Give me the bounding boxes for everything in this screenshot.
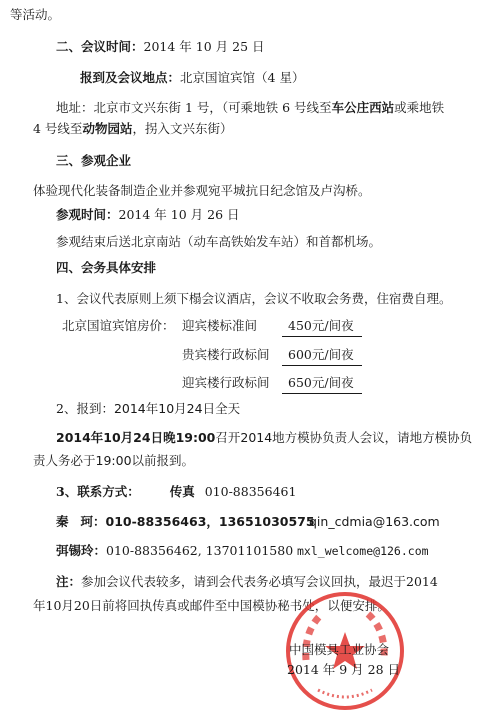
contact-2-name: 弭锡玲：: [56, 543, 107, 558]
contact-1-name-2: 珂：: [80, 514, 106, 529]
note-label: 注：: [56, 574, 82, 589]
contact-2-phones: 010-88356462, 13701101580: [106, 543, 294, 558]
section-2-title: 二、会议时间：: [56, 39, 144, 54]
note-text: 参加会议代表较多，请到会代表务必填写会议回执，最迟于2014: [81, 574, 438, 589]
item-1: 1、会议代表原则上须下榻会议酒店，会议不收取会务费，住宿费自理。: [56, 291, 452, 306]
address-text: 地址：北京市文兴东街 1 号，（可乘地铁 6 号线至: [56, 100, 332, 115]
room-name: 迎宾楼标准间: [182, 318, 258, 333]
meeting-line-2: 责人务必于19:00以前报到。: [33, 453, 195, 468]
section-4-title: 四、会务具体安排: [56, 260, 157, 275]
meeting-text: 召开2014地方模协负责人会议，请地方模协负: [215, 430, 473, 445]
meeting-line-1: [56, 430, 472, 446]
hotel-label: 北京国谊宾馆房价：: [62, 318, 175, 333]
contact-2-email[interactable]: mxl_welcome@126.com: [297, 544, 429, 558]
visit-date: 2014 年 10 月 26 日: [118, 207, 240, 222]
fax-label: 传真: [169, 484, 195, 499]
seal-code-mark: [318, 690, 372, 697]
visit-note: 参观结束后送北京南站（动车高铁始发车站）和首都机场。: [56, 234, 382, 249]
checkin-time: 2014年10月24日全天: [113, 401, 241, 416]
contact-line: [56, 484, 296, 500]
note-line-1: [56, 574, 438, 590]
price-underline: [282, 336, 362, 337]
room-price: 650元/间夜: [288, 375, 354, 390]
price-underline: [282, 393, 362, 394]
visit-time-line: [56, 207, 240, 223]
signature-org: 中国模具工业协会: [289, 642, 390, 657]
address-text-3: 4 号线至: [33, 121, 83, 136]
room-price: 450元/间夜: [288, 318, 354, 333]
contact-1-phones: 010-88356463，13651030575: [105, 514, 315, 529]
address-text-2: 或乘地铁: [394, 100, 445, 115]
visit-label: 参观时间：: [56, 207, 119, 222]
continued-text: 等活动。: [10, 7, 61, 22]
address-line-1: [56, 100, 444, 116]
address-line-2: [33, 121, 232, 137]
checkin-time-label: 2、报到：: [56, 401, 114, 416]
section-2-heading: [56, 39, 265, 55]
contact-2: [56, 543, 293, 559]
checkin-value: 北京国谊宾馆（4 星）: [180, 70, 305, 85]
note-line-2: 年10月20日前将回执传真或邮件至中国模协秘书处，以便安排。: [33, 598, 390, 613]
contact-label: 3、联系方式：: [56, 484, 140, 499]
price-underline: [282, 365, 362, 366]
room-price: 600元/间夜: [288, 347, 354, 362]
metro-station-2: 动物园站: [82, 121, 133, 136]
signature-date: 2014 年 9 月 28 日: [287, 662, 401, 677]
address-text-4: ，拐入文兴东街）: [132, 121, 233, 136]
item-2: [56, 401, 240, 417]
checkin-line: [80, 70, 304, 86]
section-3-title: 三、参观企业: [56, 153, 132, 168]
contact-1-email[interactable]: qin_cdmia@163.com: [309, 514, 440, 529]
checkin-label: 报到及会议地点：: [80, 70, 181, 85]
room-name: 贵宾楼行政标间: [182, 347, 270, 362]
fax-number: 010-88356461: [204, 484, 297, 499]
metro-station-1: 车公庄西站: [331, 100, 395, 115]
contact-1-name: 秦: [56, 514, 69, 529]
meeting-date: 2014 年 10 月 25 日: [143, 39, 265, 54]
room-name: 迎宾楼行政标间: [182, 375, 270, 390]
meeting-time: 2014年10月24日晚19:00: [56, 430, 216, 445]
contact-1: [56, 514, 315, 530]
section-3-body: 体验现代化装备制造企业并参观宛平城抗日纪念馆及卢沟桥。: [33, 183, 371, 198]
